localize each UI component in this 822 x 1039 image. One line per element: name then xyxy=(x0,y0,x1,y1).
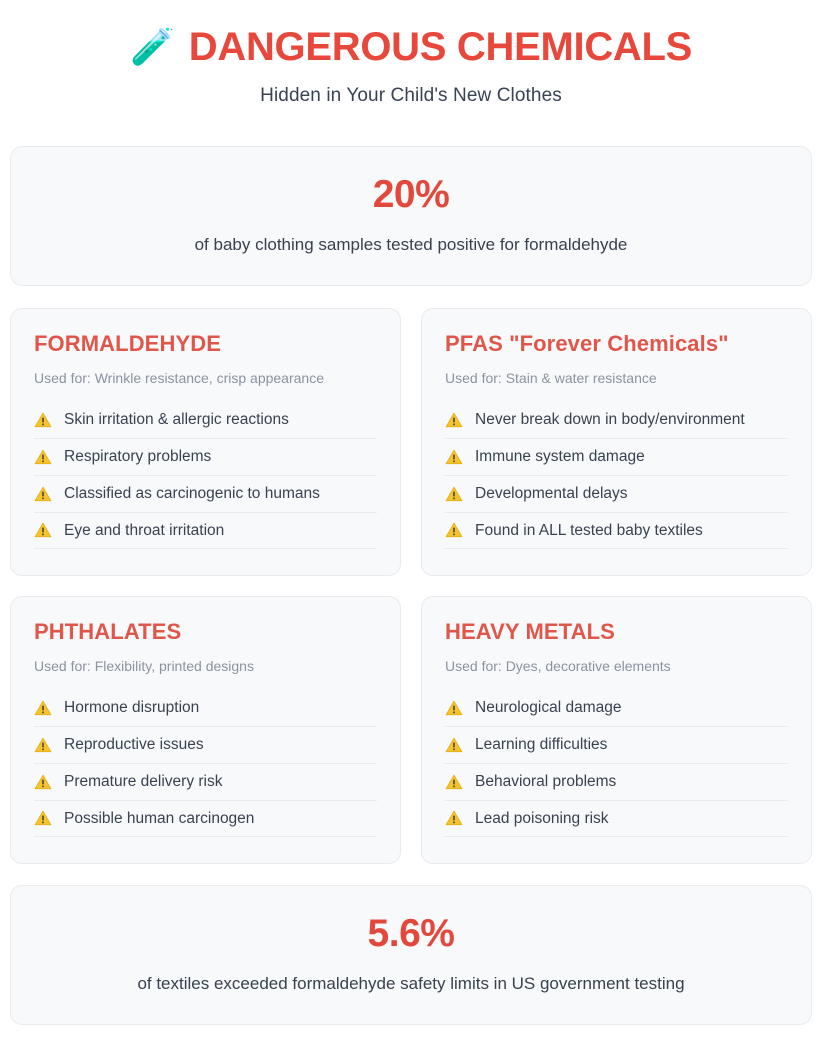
list-item xyxy=(34,801,377,838)
risk-text: Lead poisoning risk xyxy=(475,809,609,827)
warning-icon xyxy=(34,449,52,465)
risk-text: Learning difficulties xyxy=(475,736,608,754)
page-title: DANGEROUS CHEMICALS xyxy=(188,25,693,69)
risk-text: Eye and throat irritation xyxy=(64,521,225,539)
chemical-card-title: PHTHALATES xyxy=(34,618,182,644)
chemical-card-grid xyxy=(10,308,812,864)
warning-icon xyxy=(445,486,463,502)
stat-card-top xyxy=(10,146,812,286)
list-item xyxy=(34,476,377,513)
warning-icon xyxy=(34,412,52,428)
risk-text: Skin irritation & allergic reactions xyxy=(64,411,289,429)
warning-icon xyxy=(445,522,463,538)
warning-icon xyxy=(34,700,52,716)
risk-text: Never break down in body/environment xyxy=(475,411,745,429)
risk-text: Respiratory problems xyxy=(64,448,212,466)
chemical-card-phthalates xyxy=(10,596,401,864)
risk-text: Neurological damage xyxy=(475,699,622,717)
list-item xyxy=(34,439,377,476)
stat-card-bottom xyxy=(10,885,812,1025)
warning-icon xyxy=(34,774,52,790)
stat-bottom-label: of textiles exceeded formaldehyde safety limits in US government testing xyxy=(137,973,685,993)
warning-icon xyxy=(445,810,463,826)
list-item xyxy=(445,764,788,801)
title-row xyxy=(10,26,812,68)
list-item xyxy=(34,764,377,801)
warning-icon xyxy=(34,522,52,538)
warning-icon xyxy=(445,449,463,465)
test-tube-icon: 🧪 xyxy=(129,27,175,68)
chemical-card-used-for: Used for: Flexibility, printed designs xyxy=(34,658,254,675)
list-item xyxy=(34,727,377,764)
chemical-card-formaldehyde xyxy=(10,308,401,576)
list-item xyxy=(445,439,788,476)
chemical-card-title: HEAVY METALS xyxy=(445,618,615,644)
list-item xyxy=(34,402,377,439)
risk-list xyxy=(34,690,377,837)
stat-top-value: 20% xyxy=(372,173,450,216)
chemical-card-used-for: Used for: Wrinkle resistance, crisp appearance xyxy=(34,370,324,387)
warning-icon xyxy=(445,700,463,716)
list-item xyxy=(445,727,788,764)
page-subtitle: Hidden in Your Child's New Clothes xyxy=(260,85,562,106)
chemical-card-used-for: Used for: Dyes, decorative elements xyxy=(445,658,671,675)
list-item xyxy=(445,476,788,513)
chemical-card-title: PFAS "Forever Chemicals" xyxy=(445,330,729,356)
risk-text: Immune system damage xyxy=(475,448,645,466)
list-item xyxy=(445,690,788,727)
list-item xyxy=(34,690,377,727)
list-item xyxy=(34,513,377,550)
page-header xyxy=(10,22,812,107)
risk-list xyxy=(445,690,788,837)
warning-icon xyxy=(34,810,52,826)
chemical-card-used-for: Used for: Stain & water resistance xyxy=(445,370,657,387)
chemical-card-heavy-metals xyxy=(421,596,812,864)
risk-text: Classified as carcinogenic to humans xyxy=(64,484,320,502)
warning-icon xyxy=(445,737,463,753)
list-item xyxy=(445,402,788,439)
risk-text: Behavioral problems xyxy=(475,772,617,790)
stat-top-label: of baby clothing samples tested positive for formaldehyde xyxy=(194,234,628,254)
warning-icon xyxy=(445,774,463,790)
risk-list xyxy=(445,402,788,549)
chemical-card-title: FORMALDEHYDE xyxy=(34,330,221,356)
warning-icon xyxy=(34,486,52,502)
warning-icon xyxy=(445,412,463,428)
risk-text: Hormone disruption xyxy=(64,699,200,717)
warning-icon xyxy=(34,737,52,753)
risk-text: Developmental delays xyxy=(475,484,628,502)
chemical-card-pfas xyxy=(421,308,812,576)
risk-text: Found in ALL tested baby textiles xyxy=(475,521,703,539)
list-item xyxy=(445,801,788,838)
stat-bottom-value: 5.6% xyxy=(367,911,455,955)
risk-list xyxy=(34,402,377,549)
risk-text: Possible human carcinogen xyxy=(64,809,255,827)
list-item xyxy=(445,513,788,550)
risk-text: Premature delivery risk xyxy=(64,772,223,790)
risk-text: Reproductive issues xyxy=(64,736,204,754)
